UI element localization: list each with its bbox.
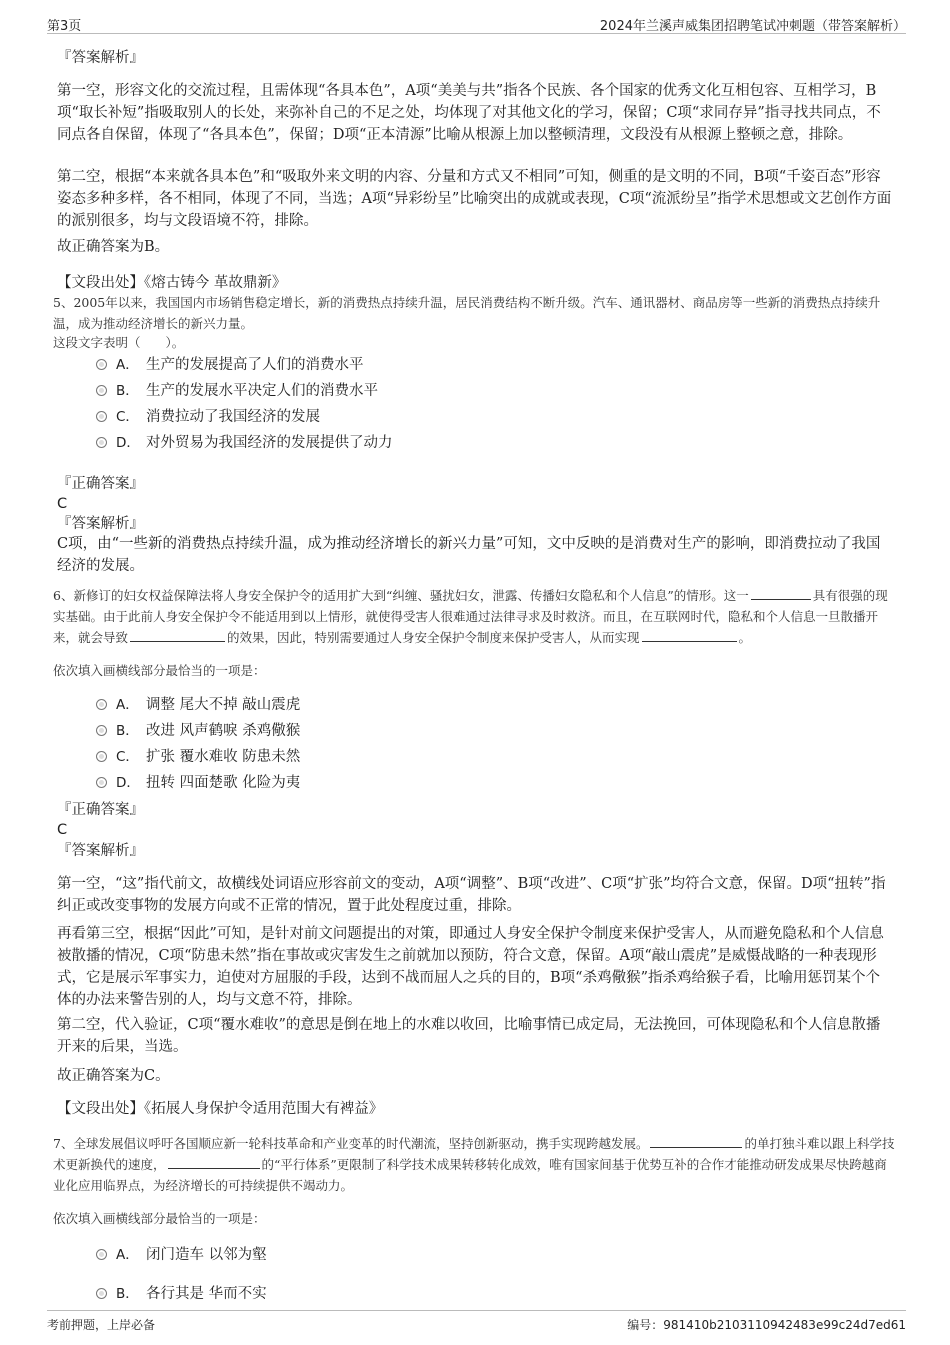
q5-stem: 5、2005年以来，我国国内市场销售稳定增长，新的消费热点持续升温，居民消费结构不断升级。汽车、通讯器材、商品房等一些新的消费热点持续升温，成为推动经济增长的新兴力量。: [53, 295, 881, 331]
blank-3: [642, 628, 737, 642]
q6-option-c[interactable]: C． 扩张 覆水难收 防患未然: [96, 747, 300, 767]
blank-1: [650, 1134, 742, 1148]
q5-answer-label: 『正确答案』: [57, 476, 144, 492]
document-title: 2024年兰溪声威集团招聘笔试冲刺题（带答案解析）: [599, 19, 906, 34]
q6-answer: C: [57, 822, 68, 838]
radio-icon[interactable]: [96, 699, 107, 710]
q6-question: 依次填入画横线部分最恰当的一项是：: [53, 663, 266, 678]
q5-question: 这段文字表明（ ）。: [53, 335, 185, 350]
q5-option-a[interactable]: A． 生产的发展提高了人们的消费水平: [96, 355, 364, 375]
radio-icon[interactable]: [96, 411, 107, 422]
q4-conclusion: 故正确答案为B。: [57, 239, 170, 255]
q4-source: 【文段出处】《熔古铸今 革故鼎新》: [57, 275, 287, 291]
q6-analysis-para1: 第一空，“这”指代前文，故横线处词语应形容前文的变动，A项“调整”、B项“改进”、C项“扩张”均符合文意，保留。D项“扭转”指纠正或改变事物的发展方向或不正常的情况，置于此处程度过重，排除。: [57, 876, 886, 914]
radio-icon[interactable]: [96, 751, 107, 762]
q6-option-b[interactable]: B． 改进 风声鹤唳 杀鸡儆猴: [96, 721, 300, 741]
radio-icon[interactable]: [96, 437, 107, 448]
q5-option-b[interactable]: B． 生产的发展水平决定人们的消费水平: [96, 381, 378, 401]
blank-2: [168, 1155, 260, 1169]
blank-1: [751, 586, 811, 600]
q4-analysis-para2: 第二空，根据“本来就各具本色”和“吸取外来文明的内容、分量和方式又不相同”可知，侧重的是文明的不同，B项“千姿百态”形容姿态多种多样，各不相同，体现了不同，当选；A项“异彩纷呈”比喻突出的成就或表现，C项“流派纷呈”指学术思想或文艺创作方面的派别很多，均与文段语境不符，排除。: [57, 169, 892, 229]
q7-option-a[interactable]: A． 闭门造车 以邻为壑: [96, 1245, 267, 1265]
page-footer: [0, 1310, 950, 1345]
footer-slogan: 考前押题，上岸必备: [47, 1318, 156, 1332]
q5-option-d[interactable]: D． 对外贸易为我国经济的发展提供了动力: [96, 433, 393, 453]
q6-answer-label: 『正确答案』: [57, 802, 144, 818]
q6-conclusion: 故正确答案为C。: [57, 1068, 170, 1084]
footer-divider: [47, 1310, 906, 1311]
q5-analysis-label: 『答案解析』: [57, 516, 144, 532]
q6-stem: 6、新修订的妇女权益保障法将人身安全保护令的适用扩大到“纠缠、骚扰妇女，泄露、传播妇女隐私和个人信息”的情形。这一 具有很强的现实基础。由于此前人身安全保护令不能适用到以上情形，就使得受害人很难通过法律寻求及时救济。而且，在互联网时代，隐私和个人信息一旦散播开来，就会导致 的效果，因此，特别需要通过人身安全保护令制度来保护受害人，从而实现 。: [53, 588, 888, 645]
q6-analysis-para2: 再看第三空，根据“因此”可知，是针对前文问题提出的对策，即通过人身安全保护令制度来保护受害人，从而避免隐私和个人信息被散播的情况，C项“防患未然”指在事故或灾害发生之前就加以预防，符合文意，保留。A项“敲山震虎”是威慑战略的一种表现形式，它是展示军事实力，迫使对方屈服的手段，达到不战而屈人之兵的目的，B项“杀鸡儆猴”指杀鸡给猴子看，比喻用惩罚某个个体的办法来警告别的人，均与文意不符，排除。: [57, 926, 884, 1008]
q5-answer: C: [57, 496, 68, 512]
q7-option-b[interactable]: B． 各行其是 华而不实: [96, 1284, 267, 1304]
q6-source: 【文段出处】《拓展人身保护令适用范围大有裨益》: [57, 1101, 384, 1117]
q5-option-c[interactable]: C． 消费拉动了我国经济的发展: [96, 407, 320, 427]
radio-icon[interactable]: [96, 1249, 107, 1260]
q4-analysis-label: 『答案解析』: [57, 50, 144, 66]
radio-icon[interactable]: [96, 777, 107, 788]
q7-question: 依次填入画横线部分最恰当的一项是：: [53, 1211, 266, 1226]
page-number: 第3页: [47, 19, 82, 34]
q7-stem: 7、全球发展倡议呼吁各国顺应新一轮科技革命和产业变革的时代潮流，坚持创新驱动，携手实现跨越发展。 的单打独斗难以跟上科学技术更新换代的速度， 的“平行体系”更限制了科学技术成果转移转化成效，唯有国家间基于优势互补的合作才能推动研发成果尽快跨越商业化应用临界点，为经济增长的可持续提供不竭动力。: [53, 1136, 895, 1193]
document-id: 编号：981410b2103110942483e99c24d7ed61: [627, 1318, 906, 1332]
q5-analysis: C项，由“一些新的消费热点持续升温，成为推动经济增长的新兴力量”可知，文中反映的是消费对生产的影响，即消费拉动了我国经济的发展。: [57, 536, 881, 574]
radio-icon[interactable]: [96, 1288, 107, 1299]
radio-icon[interactable]: [96, 359, 107, 370]
q6-analysis-label: 『答案解析』: [57, 843, 144, 859]
q6-option-d[interactable]: D． 扭转 四面楚歌 化险为夷: [96, 773, 300, 793]
blank-2: [130, 628, 225, 642]
radio-icon[interactable]: [96, 725, 107, 736]
q6-analysis-para3: 第二空，代入验证，C项“覆水难收”的意思是倒在地上的水难以收回，比喻事情已成定局，无法挽回，可体现隐私和个人信息散播开来的后果，当选。: [57, 1017, 881, 1055]
radio-icon[interactable]: [96, 385, 107, 396]
q6-option-a[interactable]: A． 调整 尾大不掉 敲山震虎: [96, 695, 300, 715]
q4-analysis-para1: 第一空，形容文化的交流过程，且需体现“各具本色”，A项“美美与共”指各个民族、各个国家的优秀文化互相包容、互相学习，B项“取长补短”指吸取别人的长处，来弥补自己的不足之处，均体现了对其他文化的学习，保留；C项“求同存异”指寻找共同点，不同点各自保留，体现了“各具本色”，保留；D项“正本清源”比喻从根源上加以整顿清理，文段没有从根源上整顿之意，排除。: [57, 83, 881, 143]
